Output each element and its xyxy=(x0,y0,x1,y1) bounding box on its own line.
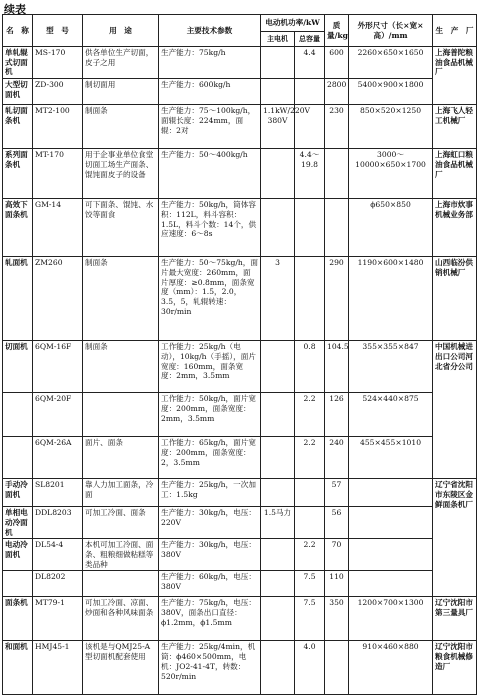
cell-mass: 56 xyxy=(325,507,349,539)
table-row xyxy=(3,641,477,695)
cell-dims: 1200×700×1300 xyxy=(349,597,433,641)
cell-maker: 辽宁沈阳市第三量具厂 xyxy=(433,597,477,641)
cell-power-main: 1.1kW/220V 380V xyxy=(261,105,295,149)
table-row xyxy=(3,539,477,571)
cell-name: 单轧辊式切面机 xyxy=(3,47,33,79)
cell-use: 可加工冷面、凉面、炒面和各种风味面条 xyxy=(83,597,159,641)
cell-power-total: 2.2 xyxy=(295,437,325,479)
header-params: 主要技术参数 xyxy=(159,15,261,47)
header-power-total: 总容量 xyxy=(295,32,325,47)
cell-use: 用于企事业单位食堂切面工场生产面条、馄饨面皮子的设备 xyxy=(83,149,159,199)
cell-mass: 350 xyxy=(325,597,349,641)
cell-params: 生产能力：75kg/h，电压：380V，面条出口直径：ϕ1.2mm，ϕ1.5mm xyxy=(159,597,261,641)
cell-maker: 上海飞人轻工机械厂 xyxy=(433,105,477,149)
cell-maker: 中国机械进出口公司河北省分公司 xyxy=(433,341,477,479)
cell-mass: 104.5 xyxy=(325,341,349,393)
cell-power-main xyxy=(261,571,295,597)
cell-maker: 上海虹口粮油食品机械厂 xyxy=(433,149,477,199)
cell-params: 工作能力：65kg/h，面片宽度：200mm，面条宽度：2，3.5mm xyxy=(159,437,261,479)
table-row xyxy=(3,341,477,393)
cell-use xyxy=(83,393,159,437)
cell-name xyxy=(3,393,33,437)
table-row xyxy=(3,437,477,479)
cell-power-main xyxy=(261,47,295,79)
cell-power-total xyxy=(295,257,325,341)
cell-power-main xyxy=(261,393,295,437)
cell-params: 工作能力：50kg/h，面片宽度：200mm，面条宽度：2mm，3.5mm xyxy=(159,393,261,437)
table-row xyxy=(3,571,477,597)
cell-params: 生产能力：50kg/h，筒体容积：112L，料斗容积：1.5L，料斗个数：14个，供应速度：6～8s xyxy=(159,199,261,257)
cell-mass: 126 xyxy=(325,393,349,437)
cell-name: 面条机 xyxy=(3,597,33,641)
header-power: 电动机功率/kW xyxy=(261,15,325,32)
cell-dims xyxy=(349,479,433,507)
cell-power-total xyxy=(295,479,325,507)
cell-name: 和面机 xyxy=(3,641,33,695)
cell-use: 面片、面条 xyxy=(83,437,159,479)
cell-params: 生产能力：30kg/h，电压：380V xyxy=(159,539,261,571)
cell-power-total: 4.4 xyxy=(295,47,325,79)
cell-model: ZD-300 xyxy=(33,79,83,105)
cell-name: 大型切面机 xyxy=(3,79,33,105)
cell-mass: 600 xyxy=(325,47,349,79)
cell-dims: 5400×900×1800 xyxy=(349,79,433,105)
cell-dims: 910×460×880 xyxy=(349,641,433,695)
cell-use: 靠人力加工面条，冷面 xyxy=(83,479,159,507)
cell-dims: 455×455×1010 xyxy=(349,437,433,479)
cell-mass: 70 xyxy=(325,539,349,571)
cell-power-main xyxy=(261,149,295,199)
cell-model: DL54-4 xyxy=(33,539,83,571)
cell-model: 6QM-26A xyxy=(33,437,83,479)
cell-name: 轧切面条机 xyxy=(3,105,33,149)
page-title: 续表 xyxy=(4,3,26,16)
cell-maker: 辽宁省沈阳市东陵区金鲜面条机厂 xyxy=(433,479,477,597)
cell-model: 6QM-20F xyxy=(33,393,83,437)
cell-dims xyxy=(349,571,433,597)
table-row xyxy=(3,597,477,641)
cell-model: DL8202 xyxy=(33,571,83,597)
cell-use: 制面条 xyxy=(83,257,159,341)
cell-use: 可下面条、馄饨、水饺等面食 xyxy=(83,199,159,257)
cell-use: 可加工冷面、面条 xyxy=(83,507,159,539)
cell-mass: 57 xyxy=(325,479,349,507)
cell-power-total: 4.4～19.8 xyxy=(295,149,325,199)
cell-mass: 230 xyxy=(325,105,349,149)
header-dims: 外形尺寸（长×宽×高）/mm xyxy=(349,15,433,47)
cell-use xyxy=(83,571,159,597)
cell-params: 生产能力：50～75kg/h，面片最大宽度：260mm，面片厚度：≥0.8mm，面条宽度（mm）：1.5，2.0，3.5，5，轧辊转速：30r/min xyxy=(159,257,261,341)
cell-params: 生产能力：75～100kg/h，面辊长度：224mm，面辊：2对 xyxy=(159,105,261,149)
table-row xyxy=(3,479,477,507)
cell-power-main xyxy=(261,597,295,641)
cell-dims: 3000～10000×650×1700 xyxy=(349,149,433,199)
table-row xyxy=(3,257,477,341)
cell-use: 本机可加工冷面、面条、粗粮细做粘糕等类品种 xyxy=(83,539,159,571)
cell-power-main xyxy=(261,341,295,393)
cell-model: DDL8203 xyxy=(33,507,83,539)
cell-model: 6QM-16F xyxy=(33,341,83,393)
cell-params: 生产能力：75kg/h xyxy=(159,47,261,79)
cell-power-main xyxy=(261,437,295,479)
header-power-main: 主电机 xyxy=(261,32,295,47)
cell-name xyxy=(3,437,33,479)
cell-power-main xyxy=(261,641,295,695)
cell-power-total: 7.5 xyxy=(295,571,325,597)
cell-mass xyxy=(325,149,349,199)
cell-mass xyxy=(325,199,349,257)
cell-mass: 240 xyxy=(325,437,349,479)
cell-power-total: 4.0 xyxy=(295,641,325,695)
cell-power-main: 3 xyxy=(261,257,295,341)
cell-mass xyxy=(325,641,349,695)
cell-model: MS-170 xyxy=(33,47,83,79)
cell-power-main: 1.5马力 xyxy=(261,507,295,539)
cell-params: 生产能力：30kg/h，电压：220V xyxy=(159,507,261,539)
equipment-table xyxy=(2,14,477,695)
cell-power-total xyxy=(295,199,325,257)
cell-power-total xyxy=(295,507,325,539)
cell-dims: 524×440×875 xyxy=(349,393,433,437)
cell-use: 制面条 xyxy=(83,341,159,393)
cell-power-total: 2.2 xyxy=(295,393,325,437)
header-use: 用 途 xyxy=(83,15,159,47)
cell-model: MT2-100 xyxy=(33,105,83,149)
cell-power-total xyxy=(295,79,325,105)
cell-name: 手动冷面机 xyxy=(3,479,33,507)
cell-power-total: 0.8 xyxy=(295,341,325,393)
cell-maker: 辽宁沈阳市粮食机械修造厂 xyxy=(433,641,477,695)
cell-name: 单相电动冷面机 xyxy=(3,507,33,539)
header-mass: 质量/kg xyxy=(325,15,349,47)
cell-params: 生产能力：600kg/h xyxy=(159,79,261,105)
header-model: 型 号 xyxy=(33,15,83,47)
cell-power-main xyxy=(261,479,295,507)
cell-dims: 355×355×847 xyxy=(349,341,433,393)
cell-name: 轧面机 xyxy=(3,257,33,341)
cell-model: GM-14 xyxy=(33,199,83,257)
cell-name: 高效下面条机 xyxy=(3,199,33,257)
cell-model: HMJ45-1 xyxy=(33,641,83,695)
cell-maker: 山西临汾供销机械厂 xyxy=(433,257,477,341)
cell-params: 生产能力：50～400kg/h xyxy=(159,149,261,199)
cell-use: 制面条 xyxy=(83,105,159,149)
table-row xyxy=(3,199,477,257)
table-row xyxy=(3,105,477,149)
cell-maker: 上海普陀粮油食品机械厂 xyxy=(433,47,477,105)
cell-use: 制切面用 xyxy=(83,79,159,105)
cell-mass: 290 xyxy=(325,257,349,341)
cell-use: 供各单位生产切面，皮子之用 xyxy=(83,47,159,79)
table-row xyxy=(3,149,477,199)
header-name: 名 称 xyxy=(3,15,33,47)
cell-params: 生产能力：60kg/h，电压：380V xyxy=(159,571,261,597)
cell-name xyxy=(3,571,33,597)
cell-model: ZM260 xyxy=(33,257,83,341)
table-row xyxy=(3,79,477,105)
table-row xyxy=(3,507,477,539)
cell-mass: 2800 xyxy=(325,79,349,105)
cell-model: MT79-1 xyxy=(33,597,83,641)
cell-mass: 110 xyxy=(325,571,349,597)
table-row xyxy=(3,393,477,437)
header-maker: 生 产 厂 xyxy=(433,15,477,47)
cell-dims: 1190×600×1480 xyxy=(349,257,433,341)
cell-dims: 850×520×1250 xyxy=(349,105,433,149)
cell-model: SL8201 xyxy=(33,479,83,507)
table-row xyxy=(3,47,477,79)
cell-params: 工作能力：25kg/h（电动），10kg/h（手摇），面片宽度：160mm，面条宽度：2mm，3.5mm xyxy=(159,341,261,393)
cell-dims xyxy=(349,539,433,571)
cell-model: MT-170 xyxy=(33,149,83,199)
cell-dims xyxy=(349,507,433,539)
cell-power-main xyxy=(261,539,295,571)
cell-power-main xyxy=(261,199,295,257)
cell-params: 生产能力：25kg/h，一次加工：1.5kg xyxy=(159,479,261,507)
cell-name: 电动冷面机 xyxy=(3,539,33,571)
cell-power-total: 7.5 xyxy=(295,597,325,641)
cell-use: 该机是与QMJ25-A型切面机配套使用 xyxy=(83,641,159,695)
cell-dims: 2260×650×1650 xyxy=(349,47,433,79)
cell-power-main xyxy=(261,79,295,105)
cell-name: 系列面条机 xyxy=(3,149,33,199)
cell-name: 切面机 xyxy=(3,341,33,393)
cell-power-total: 2.2 xyxy=(295,539,325,571)
cell-maker: 上海市炊事机械业务部 xyxy=(433,199,477,257)
cell-dims: ϕ650×850 xyxy=(349,199,433,257)
cell-params: 生产能力：25kg/4min，机筒：ϕ460×500mm，电机：JO2-41-4T，转数：520r/min xyxy=(159,641,261,695)
